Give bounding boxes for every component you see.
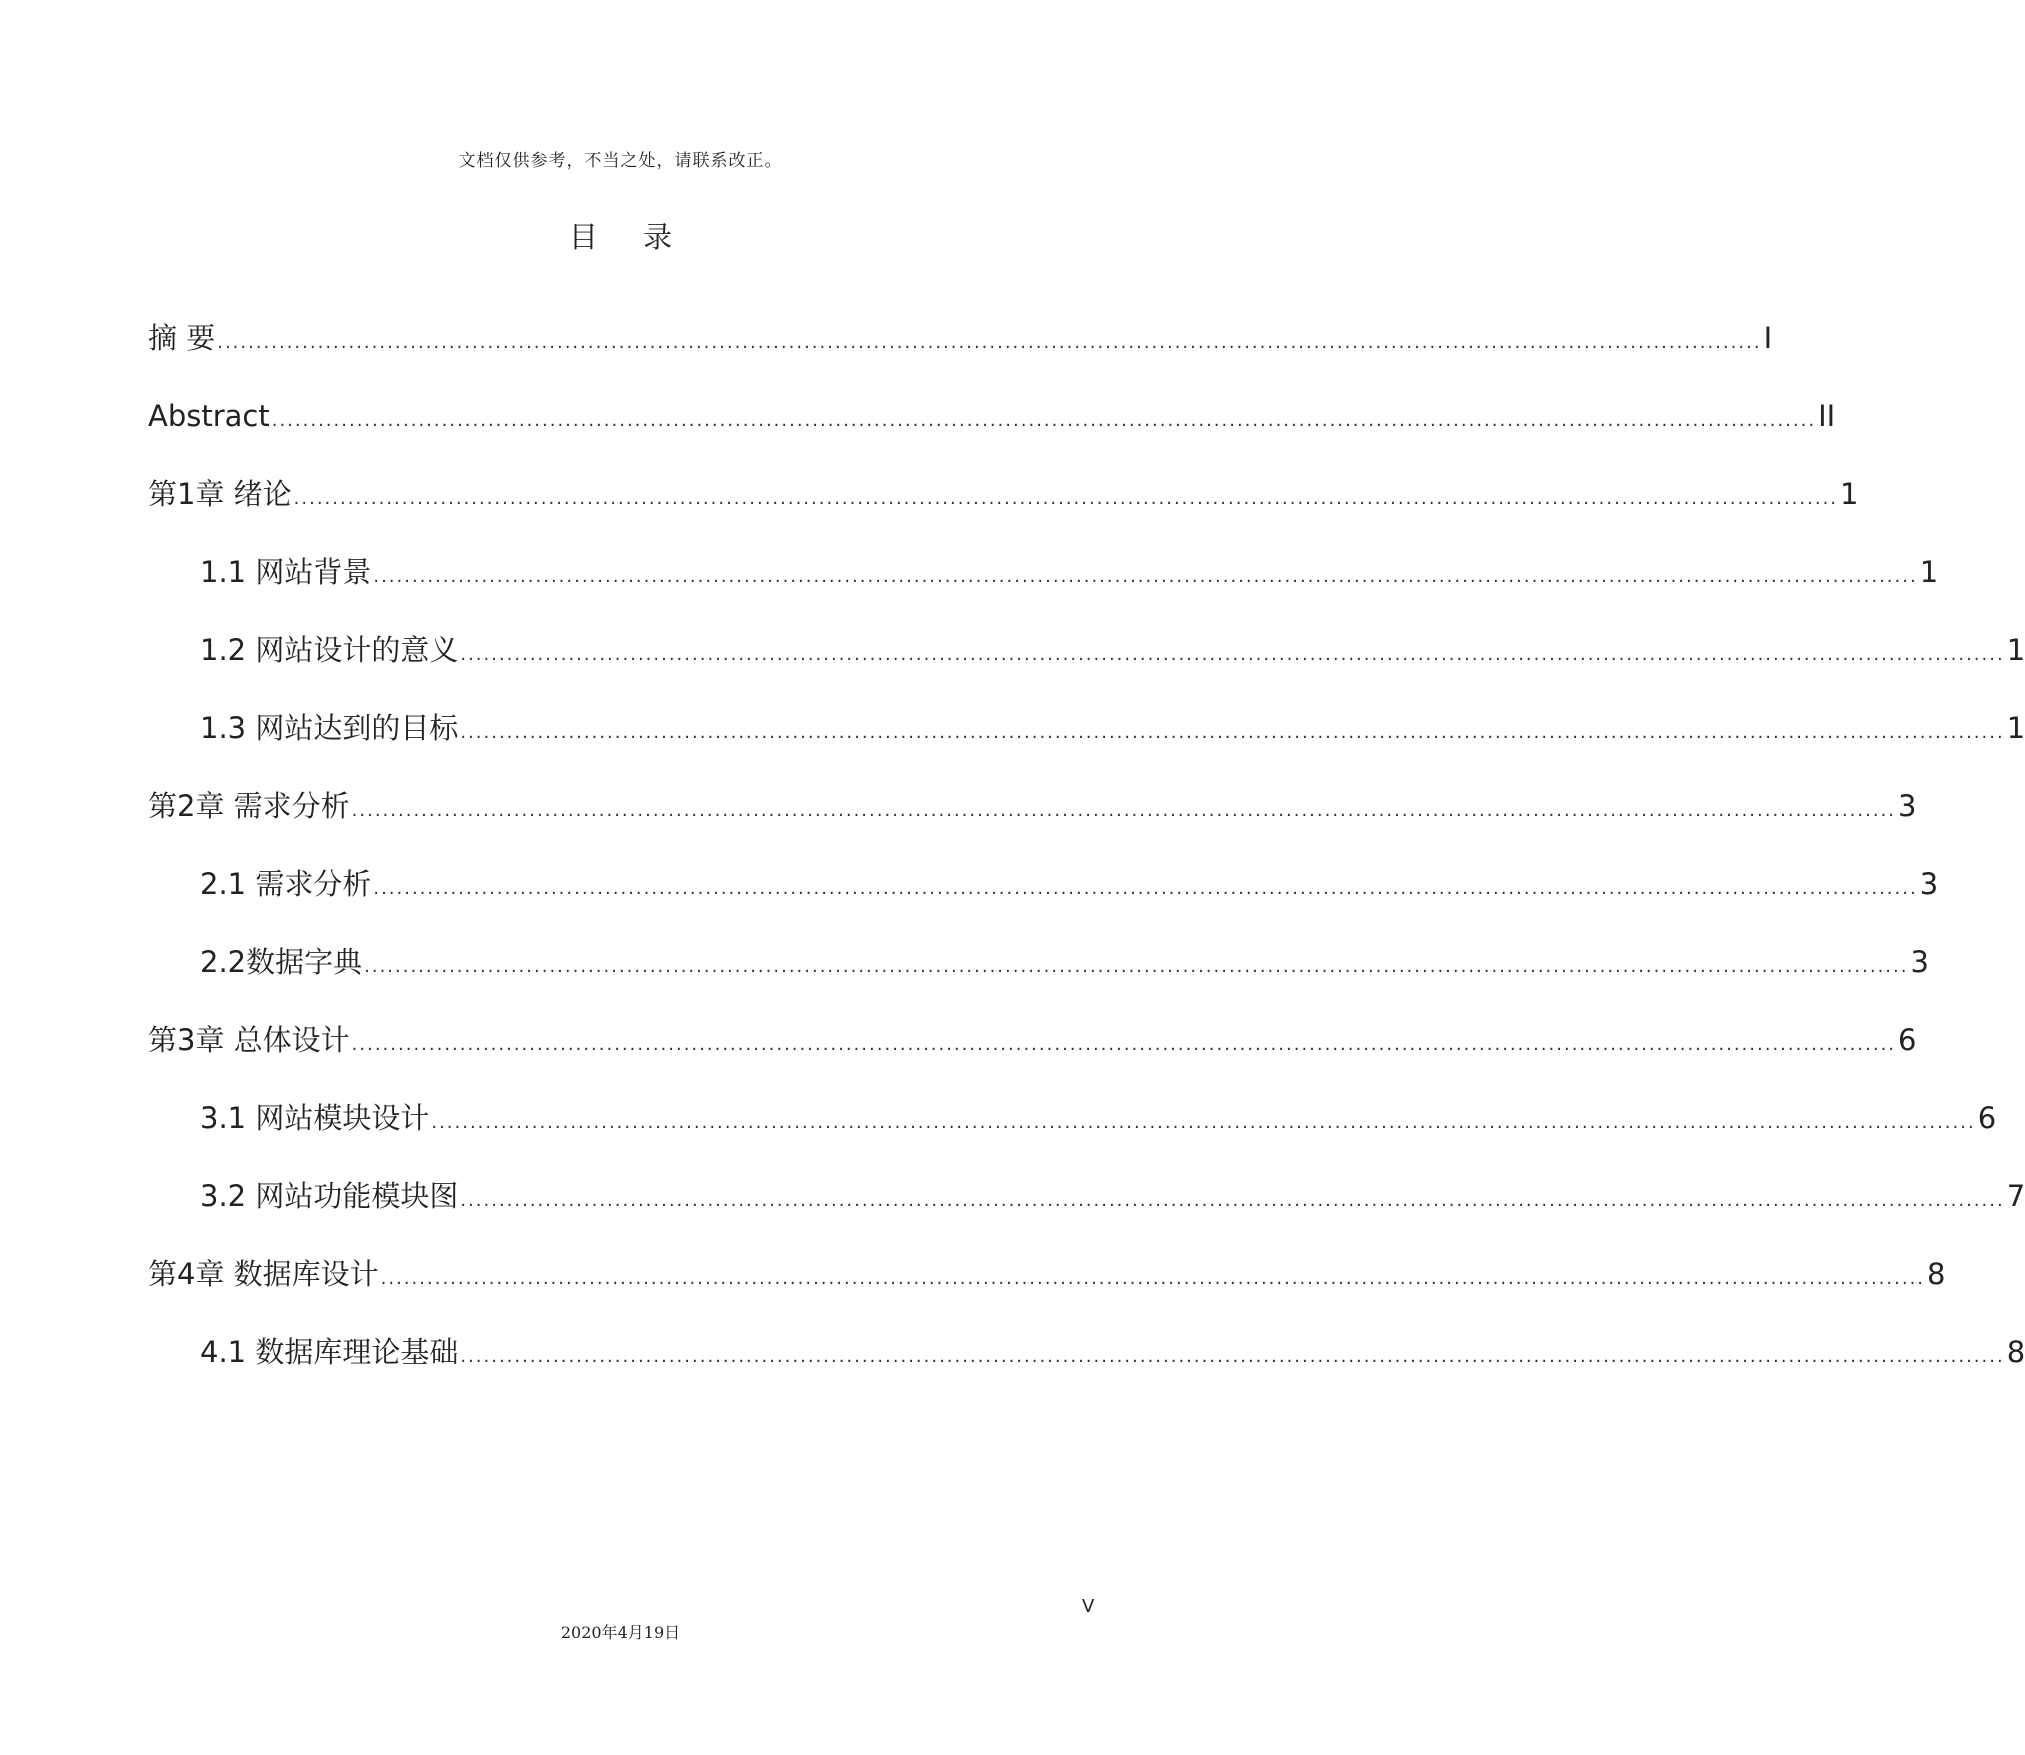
toc-entry-label: 第4章 数据库设计 (148, 1257, 379, 1291)
toc-entry-page: 3 (1919, 867, 1939, 901)
toc-entry-section-3-1[interactable] (200, 1098, 1997, 1138)
toc-entry-page: II (1818, 399, 1836, 433)
dot-leader: ........................................................................................................................................................................................................ (460, 1346, 2005, 1367)
toc-entry-label: 摘 要 (148, 321, 216, 355)
toc-entry-page: 7 (2006, 1179, 2025, 1213)
page-number: V (1082, 1596, 1095, 1617)
toc-entry-label: 1.3 网站达到的目标 (200, 711, 459, 745)
toc-entry-page: 8 (1927, 1257, 1946, 1291)
dot-leader: ........................................................................................................................................................................................................ (351, 800, 1897, 821)
toc-entry-label: Abstract (148, 399, 270, 433)
dot-leader: ........................................................................................................................................................................................................ (380, 1268, 1926, 1289)
toc-entry-section-4-1[interactable] (200, 1332, 2025, 1372)
toc-entry-page: 1 (1840, 477, 1859, 511)
toc-entry-label: 3.2 网站功能模块图 (200, 1179, 459, 1213)
toc-entry-page: 3 (1910, 945, 1929, 979)
dot-leader: ........................................................................................................................................................................................................ (217, 332, 1762, 353)
toc-entry-page: 6 (1898, 1023, 1917, 1057)
toc-entry-page: 1 (2006, 633, 2025, 667)
toc-entry-page: 8 (2006, 1335, 2025, 1369)
toc-entry-section-2-2[interactable] (200, 942, 1929, 982)
toc-title: 目 录 (568, 220, 691, 254)
toc-entry-abstract-cn[interactable] (148, 318, 1773, 358)
dot-leader: ........................................................................................................................................................................................................ (293, 488, 1839, 509)
toc-entry-label: 2.1 需求分析 (200, 867, 372, 901)
toc-entry-chapter-4[interactable] (148, 1254, 1946, 1294)
dot-leader: ........................................................................................................................................................................................................ (460, 722, 2005, 743)
toc-entry-section-3-2[interactable] (200, 1176, 2025, 1216)
dot-leader: ........................................................................................................................................................................................................ (271, 410, 1817, 431)
dot-leader: ........................................................................................................................................................................................................ (364, 956, 1909, 977)
toc-entry-label: 3.1 网站模块设计 (200, 1101, 430, 1135)
toc-entry-section-1-3[interactable] (200, 708, 2025, 748)
toc-entry-label: 第2章 需求分析 (148, 789, 350, 823)
toc-entry-page: 6 (1977, 1101, 1997, 1135)
toc-entry-page: 1 (1919, 555, 1939, 589)
dot-leader: ........................................................................................................................................................................................................ (431, 1112, 1976, 1133)
toc-entry-label: 1.2 网站设计的意义 (200, 633, 459, 667)
toc-entry-label: 第1章 绪论 (148, 477, 292, 511)
toc-entry-section-1-1[interactable] (200, 552, 1939, 592)
toc-entry-section-2-1[interactable] (200, 864, 1939, 904)
toc-entry-abstract-en[interactable] (148, 396, 1836, 436)
toc-entry-label: 1.1 网站背景 (200, 555, 372, 589)
toc-entry-label: 2.2数据字典 (200, 945, 363, 979)
toc-entry-label: 第3章 总体设计 (148, 1023, 350, 1057)
dot-leader: ........................................................................................................................................................................................................ (373, 878, 1918, 899)
toc-entry-page: I (1763, 321, 1773, 355)
toc-entry-chapter-2[interactable] (148, 786, 1917, 826)
dot-leader: ........................................................................................................................................................................................................ (373, 566, 1918, 587)
toc-entry-chapter-1[interactable] (148, 474, 1859, 514)
toc-entry-label: 4.1 数据库理论基础 (200, 1335, 459, 1369)
toc-entry-page: 1 (2006, 711, 2025, 745)
toc-entry-chapter-3[interactable] (148, 1020, 1917, 1060)
header-note: 文档仅供参考，不当之处，请联系改正。 (458, 151, 783, 171)
footer-date: 2020年4月19日 (560, 1623, 681, 1642)
dot-leader: ........................................................................................................................................................................................................ (460, 644, 2005, 665)
dot-leader: ........................................................................................................................................................................................................ (351, 1034, 1897, 1055)
dot-leader: ........................................................................................................................................................................................................ (460, 1190, 2005, 1211)
toc-entry-page: 3 (1898, 789, 1917, 823)
toc-entry-section-1-2[interactable] (200, 630, 2025, 670)
